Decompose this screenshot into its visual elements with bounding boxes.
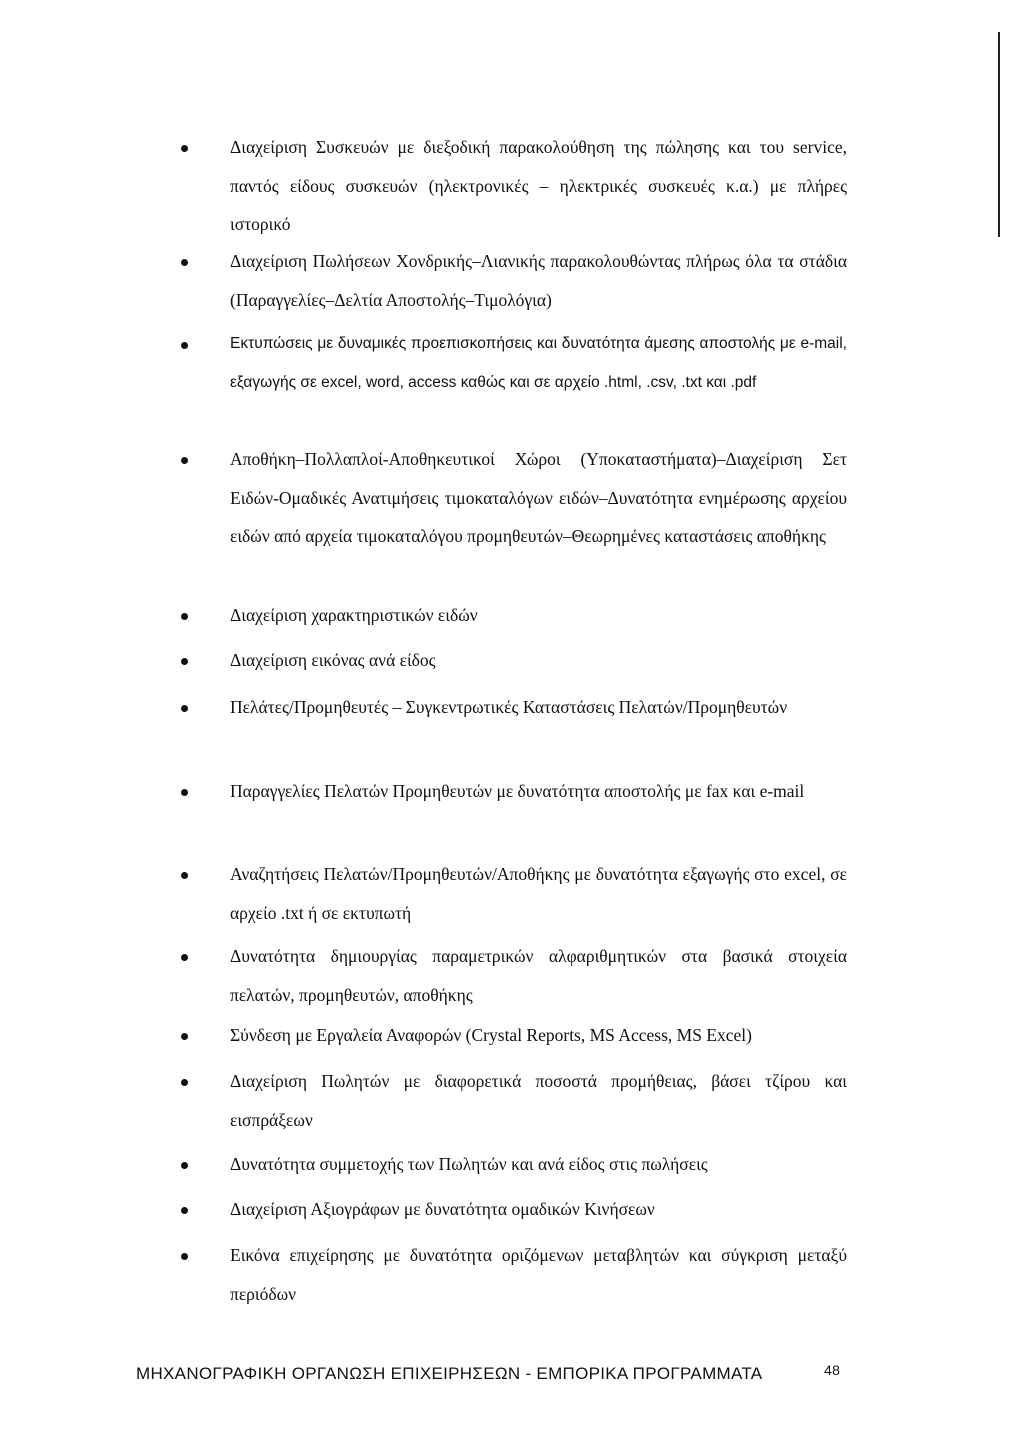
bullet-icon [181,613,188,620]
bullet-icon [181,145,188,152]
list-item-text: Διαχείριση εικόνας ανά είδος [230,650,436,670]
list-item-text: Εκτυπώσεις με δυναμικές προεπισκοπήσεις και δυνατότητα άμεσης αποστολής με e-mail, εξαγωγής σε excel, word, access καθώς και σε αρχείο .html, .csv, .txt και .pdf [230,335,847,391]
bullet-icon [181,872,188,879]
bullet-icon [181,342,188,349]
list-item-text: Διαχείριση Πωλήσεων Χονδρικής–Λιανικής παρακολουθώντας πλήρως όλα τα στάδια (Παραγγελίες–Δελτία Αποστολής–Τιμολόγια) [230,251,847,310]
bullet-icon [181,705,188,712]
bullet-icon [181,1253,188,1260]
list-item-text: Διαχείριση Αξιογράφων με δυνατότητα ομαδικών Κινήσεων [230,1199,655,1219]
list-item-text: Διαχείριση χαρακτηριστικών ειδών [230,605,478,625]
bullet-icon [181,1207,188,1214]
bullet-icon [181,1079,188,1086]
bullet-icon [181,658,188,665]
bullet-icon [181,1162,188,1169]
list-item-text: Αναζητήσεις Πελατών/Προμηθευτών/Αποθήκης με δυνατότητα εξαγωγής στο excel, σε αρχείο .txt ή σε εκτυπωτή [230,864,847,923]
bullet-icon [181,789,188,796]
footer-title: ΜΗΧΑΝΟΓΡΑΦΙΚΗ ΟΡΓΑΝΩΣΗ ΕΠΙΧΕΙΡΗΣΕΩΝ - ΕΜΠΟΡΙΚΑ ΠΡΟΓΡΑΜΜΑΤΑ [136,1364,763,1383]
list-item-text: Δυνατότητα συμμετοχής των Πωλητών και ανά είδος στις πωλήσεις [230,1154,708,1174]
page-number: 48 [824,1362,841,1378]
list-item-text: Διαχείριση Συσκευών με διεξοδική παρακολούθηση της πώλησης και του service, παντός είδους συσκευών (ηλεκτρονικές – ηλεκτρικές συσκευές κ.α.) με πλήρες ιστορικό [230,137,847,234]
bullet-icon [181,457,188,464]
list-item-text: Σύνδεση με Εργαλεία Αναφορών (Crystal Reports, MS Access, MS Excel) [230,1025,752,1045]
bullet-icon [181,259,188,266]
bullet-icon [181,1033,188,1040]
list-item-text: Αποθήκη–Πολλαπλοί-Αποθηκευτικοί Χώροι (Υποκαταστήματα)–Διαχείριση Σετ Ειδών-Ομαδικές Ανατιμήσεις τιμοκαταλόγων ειδών–Δυνατότητα ενημέρωσης αρχείου ειδών από αρχεία τιμοκαταλόγου προμηθευτών–Θεωρημένες καταστάσεις αποθήκης [230,449,847,546]
list-item-text: Διαχείριση Πωλητών με διαφορετικά ποσοστά προμήθειας, βάσει τζίρου και εισπράξεων [230,1071,847,1130]
list-item-text: Δυνατότητα δημιουργίας παραμετρικών αλφαριθμητικών στα βασικά στοιχεία πελατών, προμηθευτών, αποθήκης [230,946,847,1005]
list-item-text: Παραγγελίες Πελατών Προμηθευτών με δυνατότητα αποστολής με fax και e-mail [230,781,805,801]
bullet-icon [181,954,188,961]
scan-edge-line [998,32,1000,237]
page-footer [136,1364,856,1388]
list-item-text: Πελάτες/Προμηθευτές – Συγκεντρωτικές Καταστάσεις Πελατών/Προμηθευτών [230,697,788,717]
list-item-text: Εικόνα επιχείρησης με δυνατότητα οριζόμενων μεταβλητών και σύγκριση μεταξύ περιόδων [230,1245,847,1304]
